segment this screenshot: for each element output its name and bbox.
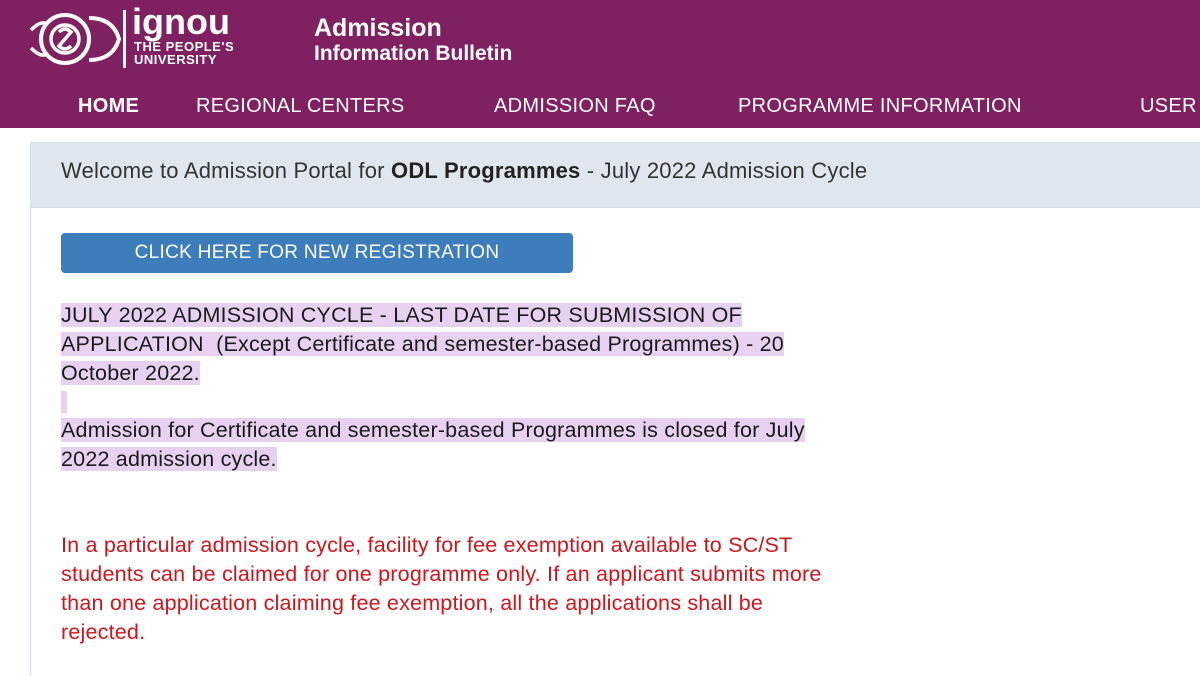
panel-title-bold: ODL Programmes [391,158,581,183]
nav-item-admission-faq[interactable]: ADMISSION FAQ [494,95,656,117]
panel-title-prefix: Welcome to Admission Portal for [61,158,392,183]
last-date-line3: October 2022. [61,361,200,385]
last-date-line2: APPLICATION (Except Certificate and semester-based Programmes) - 20 [61,332,784,356]
brand-tagline-line1: THE PEOPLE'S [134,39,235,54]
warning-line2: students can be claimed for one programme only. If an applicant submits more [61,562,822,586]
warning-line3: than one application claiming fee exemption, all the applications shall be [61,591,764,615]
warning-line4: rejected. [61,620,146,644]
nav-item-user[interactable]: USER [1140,95,1197,117]
new-registration-button[interactable]: CLICK HERE FOR NEW REGISTRATION [61,233,573,273]
nav-item-programme-information[interactable]: PROGRAMME INFORMATION [738,95,1022,117]
last-date-notice [61,301,1141,388]
brand-name: ignou [132,1,230,42]
warning-line1: In a particular admission cycle, facility for fee exemption available to SC/ST [61,533,793,557]
nav-item-regional-centers[interactable]: REGIONAL CENTERS [196,95,405,117]
last-date-line1: JULY 2022 ADMISSION CYCLE - LAST DATE FOR SUBMISSION OF [61,303,742,327]
site-header [0,0,1200,128]
brand-tagline-line2: UNIVERSITY [134,52,218,67]
highlight-spacer [61,391,67,413]
panel-title [61,157,867,185]
admission-panel [30,142,1200,676]
main-nav [0,92,1200,122]
closed-line1: Admission for Certificate and semester-based Programmes is closed for July [61,418,805,442]
closed-line2: 2022 admission cycle. [61,447,277,471]
panel-heading [31,143,1200,208]
fee-exemption-warning [61,531,1151,647]
bulletin-title[interactable] [314,14,512,66]
brand-tagline [134,40,234,66]
ignou-emblem-icon[interactable] [27,10,127,68]
bulletin-line2: Information Bulletin [314,42,513,65]
bulletin-line1: Admission [314,14,442,42]
panel-title-suffix: - July 2022 Admission Cycle [580,158,868,183]
nav-item-home[interactable]: HOME [78,95,140,117]
closed-notice [61,416,1141,474]
logo-divider [123,10,126,68]
